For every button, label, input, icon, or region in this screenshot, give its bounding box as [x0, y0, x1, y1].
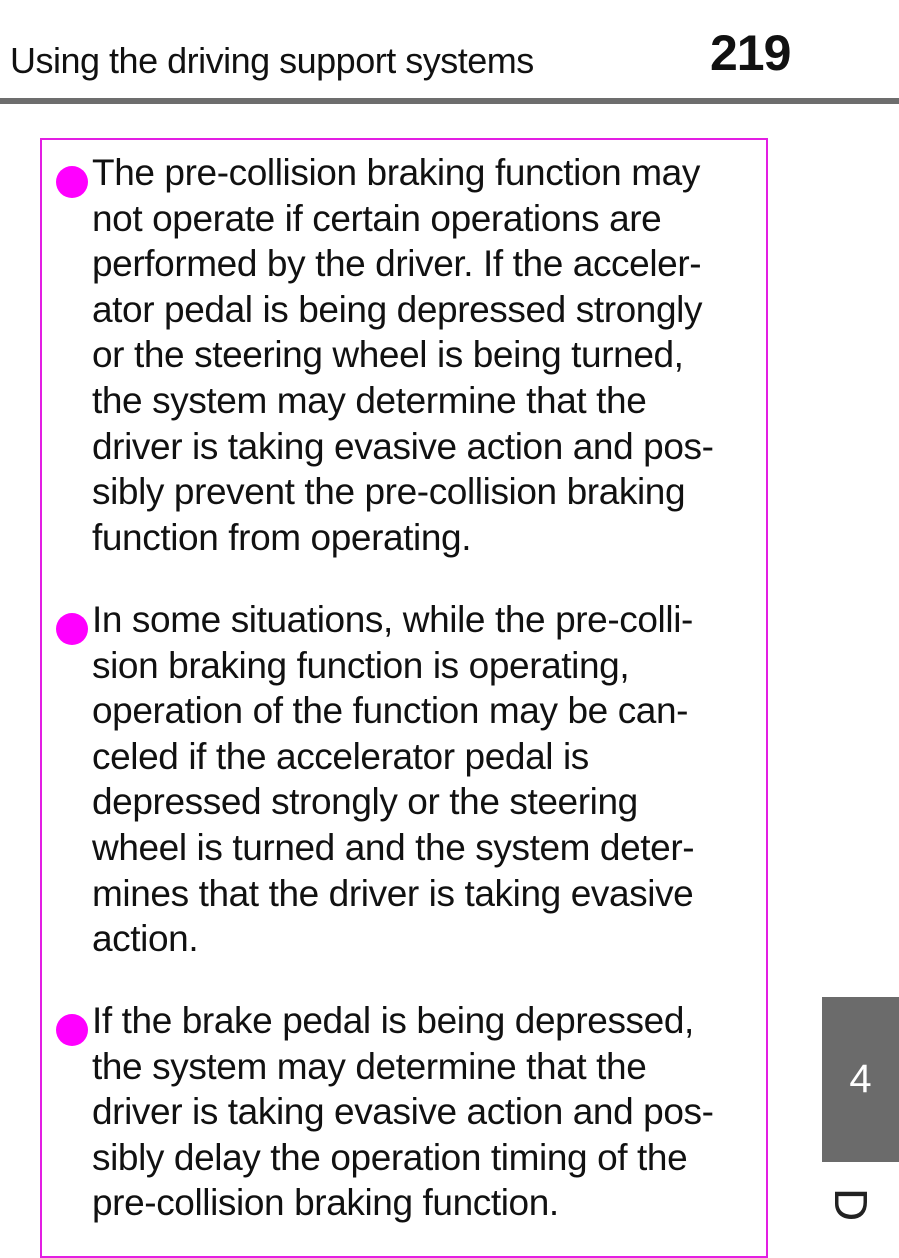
chapter-number: 4 — [849, 1057, 872, 1101]
bullet-icon — [56, 1014, 88, 1046]
page-number: 219 — [710, 25, 791, 81]
chapter-title-cutoff: D — [825, 1188, 877, 1222]
page-header — [0, 0, 899, 104]
note-text: If the brake pedal is being depressed, the system may determine that the driver is taking evasive action and pos- sibly delay the operation timing of the pre-collision braking function. — [92, 1000, 714, 1224]
bullet-icon — [56, 166, 88, 198]
note-text: The pre-collision braking function may not operate if certain operations are performed by the driver. If the acceler- ator pedal is being depressed strongly or the steering wheel is being turned, the system may determine that the driver is taking evasive action and pos- sibly prevent the pre-collision braking function from operating. — [92, 152, 714, 558]
note-text: In some situations, while the pre-colli- sion braking function is operating, operation of the function may be can- celed if the accelerator pedal is depressed strongly or the steering wheel is turned and the system deter- mines that the driver is taking evasive action. — [92, 599, 695, 960]
note-item-1 — [52, 150, 752, 560]
header-divider — [0, 98, 899, 104]
bullet-icon — [56, 613, 88, 645]
note-item-2 — [52, 597, 752, 962]
section-title: Using the driving support systems — [10, 40, 534, 81]
chapter-tab[interactable] — [822, 997, 899, 1162]
note-item-3 — [52, 998, 752, 1226]
